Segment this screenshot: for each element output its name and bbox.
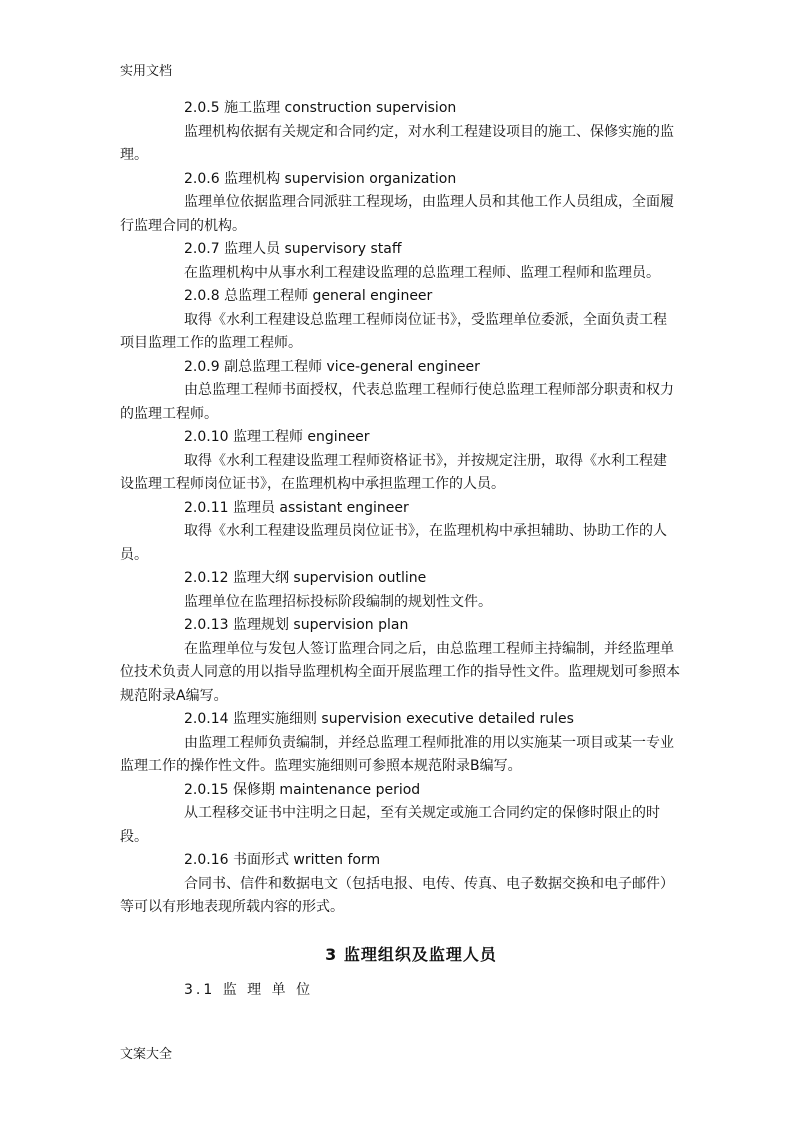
term-definition: 从工程移交证书中注明之日起，至有关规定或施工合同约定的保修时限止的时段。 (120, 805, 660, 845)
chapter-heading: 3 监理组织及监理人员 (325, 944, 497, 964)
term-definition: 监理单位依据监理合同派驻工程现场，由监理人员和其他工作人员组成，全面履行监理合同的机构。 (120, 194, 674, 234)
entry-2-0-12 (120, 567, 680, 614)
entry-2-0-10 (120, 426, 680, 497)
term-title: 2.0.12 监理大纲 supervision outline (184, 570, 427, 586)
entry-2-0-13 (120, 614, 680, 708)
term-title: 2.0.5 施工监理 construction supervision (184, 100, 457, 116)
term-definition: 由总监理工程师书面授权，代表总监理工程师行使总监理工程师部分职责和权力的监理工程师。 (120, 382, 674, 422)
term-definition: 合同书、信件和数据电文（包括电报、电传、传真、电子数据交换和电子邮件）等可以有形地表现所载内容的形式。 (120, 875, 674, 915)
term-title: 2.0.7 监理人员 supervisory staff (184, 241, 402, 257)
term-title: 2.0.6 监理机构 supervision organization (184, 170, 457, 187)
term-definition: 取得《水利工程建设监理员岗位证书》，在监理机构中承担辅助、协助工作的人员。 (120, 523, 667, 563)
term-title: 2.0.11 监理员 assistant engineer (184, 499, 409, 516)
term-title: 2.0.8 总监理工程师 general engineer (184, 288, 433, 304)
term-definition: 监理机构依据有关规定和合同约定，对水利工程建设项目的施工、保修实施的监理。 (120, 123, 674, 163)
page-header: 实用文档 (120, 64, 173, 79)
document-body (120, 97, 680, 1002)
term-definition: 由监理工程师负责编制，并经总监理工程师批准的用以实施某一项目或某一专业监理工作的操作性文件。监理实施细则可参照本规范附录B编写。 (120, 734, 674, 774)
term-definition: 监理单位在监理招标投标阶段编制的规划性文件。 (184, 593, 492, 610)
section-heading: 3.1 监 理 单 位 (184, 981, 314, 998)
term-definition: 取得《水利工程建设监理工程师资格证书》，并按规定注册，取得《水利工程建设监理工程师岗位证书》，在监理机构中承担监理工作的人员。 (120, 452, 667, 492)
entry-2-0-8 (120, 285, 680, 356)
entry-2-0-16 (120, 849, 680, 920)
entry-2-0-15 (120, 779, 680, 850)
entry-2-0-14 (120, 708, 680, 779)
entry-2-0-9 (120, 356, 680, 427)
term-title: 2.0.10 监理工程师 engineer (184, 429, 370, 445)
term-title: 2.0.13 监理规划 supervision plan (184, 617, 409, 633)
term-title: 2.0.9 副总监理工程师 vice-general engineer (184, 358, 480, 375)
term-title: 2.0.15 保修期 maintenance period (184, 781, 421, 798)
page-footer: 文案大全 (120, 1047, 173, 1062)
term-definition: 取得《水利工程建设总监理工程师岗位证书》，受监理单位委派，全面负责工程项目监理工作的监理工程师。 (120, 311, 667, 351)
term-definition: 在监理单位与发包人签订监理合同之后，由总监理工程师主持编制，并经监理单位技术负责人同意的用以指导监理机构全面开展监理工作的指导性文件。监理规划可参照本规范附录A编写。 (120, 640, 680, 704)
term-definition: 在监理机构中从事水利工程建设监理的总监理工程师、监理工程师和监理员。 (184, 264, 660, 281)
entry-2-0-7 (120, 238, 680, 285)
term-title: 2.0.14 监理实施细则 supervision executive detailed rules (184, 711, 574, 727)
entry-2-0-6 (120, 168, 680, 239)
entry-2-0-5 (120, 97, 680, 168)
entry-2-0-11 (120, 497, 680, 568)
term-title: 2.0.16 书面形式 written form (184, 852, 381, 868)
